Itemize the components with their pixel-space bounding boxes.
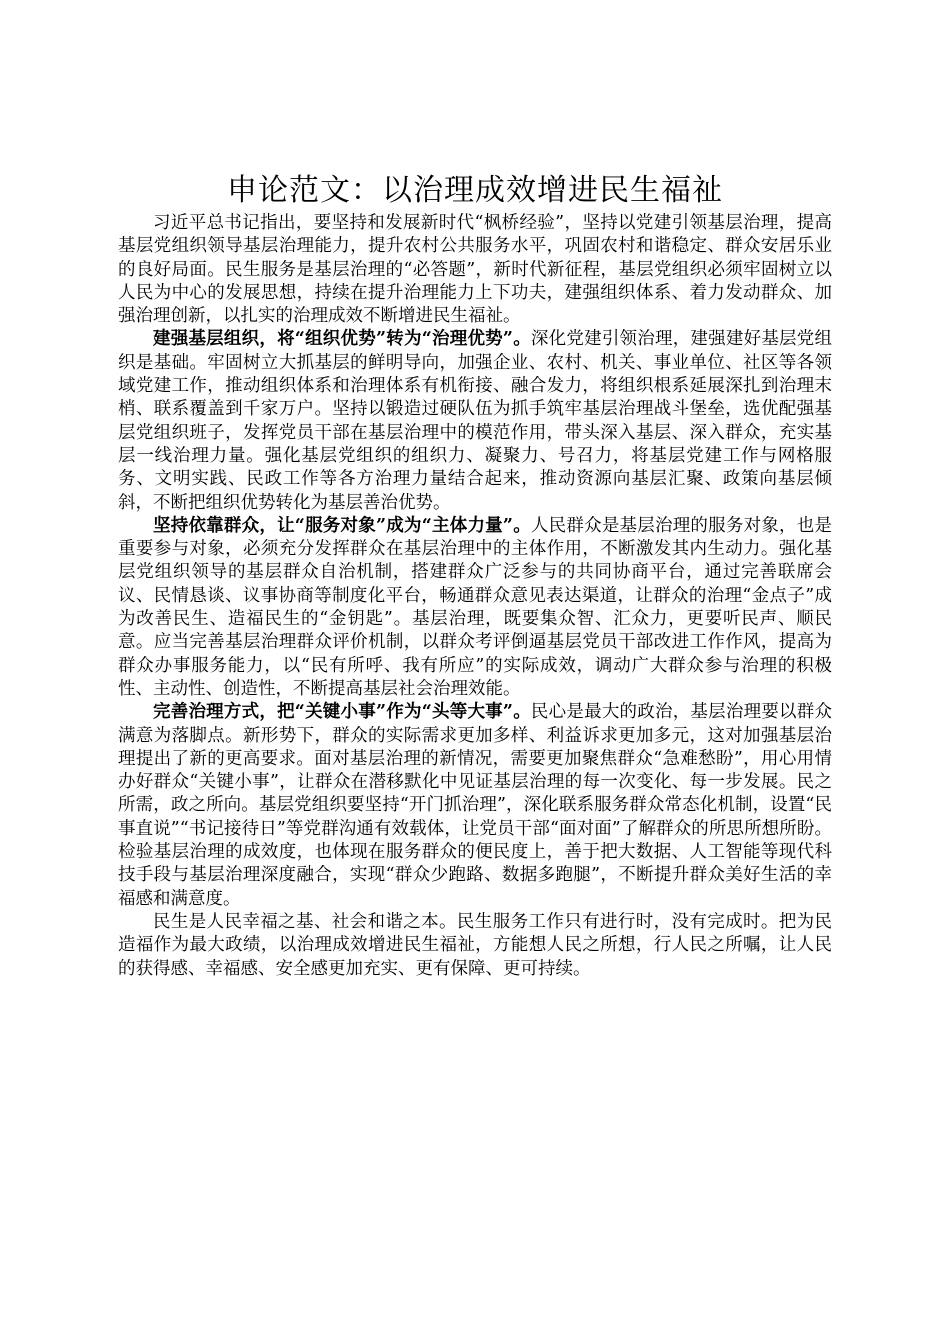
paragraph-intro [118, 212, 832, 328]
paragraph-organization [118, 328, 832, 514]
paragraph-masses [118, 515, 832, 701]
paragraph-conclusion [118, 911, 832, 981]
paragraph-text: 民生是人民幸福之基、社会和谐之本。民生服务工作只有进行时，没有完成时。把为民造福作为最大政绩，以治理成效增进民生福祉，方能想人民之所想，行人民之所嘱，让人民的获得感、幸福感、安全感更加充实、更有保障、更可持续。 [118, 911, 832, 979]
paragraph-lead: 建强基层组织，将“组织优势”转为“治理优势”。 [153, 329, 531, 350]
document-page [118, 170, 832, 981]
paragraph-text: 民心是最大的政治，基层治理要以群众满意为落脚点。新形势下，群众的实际需求更加多样、利益诉求更加多元，这对加强基层治理提出了新的更高要求。面对基层治理的新情况，需要更加聚焦群众“急难愁盼”，用心用情办好群众“关键小事”，让群众在潜移默化中见证基层治理的每一次变化、每一步发展。民之所需，政之所向。基层党组织要坚持“开门抓治理”，深化联系服务群众常态化机制，设置“民事直说”“书记接待日”等党群沟通有效载体，让党员干部“面对面”了解群众的所思所想所盼。检验基层治理的成效度，也体现在服务群众的便民度上，善于把大数据、人工智能等现代科技手段与基层治理深度融合，实现“群众少跑路、数据多跑腿”，不断提升群众美好生活的幸福感和满意度。 [118, 702, 833, 909]
paragraph-methods [118, 701, 832, 911]
paragraph-text: 深化党建引领治理，建强建好基层党组织是基础。牢固树立大抓基层的鲜明导向，加强企业、农村、机关、事业单位、社区等各领域党建工作，推动组织体系和治理体系有机衔接、融合发力，将组织根系延展深扎到治理末梢、联系覆盖到千家万户。坚持以锻造过硬队伍为抓手筑牢基层治理战斗堡垒，选优配强基层党组织班子，发挥党员干部在基层治理中的模范作用，带头深入基层、深入群众，充实基层一线治理力量。强化基层党组织的组织力、凝聚力、号召力，将基层党建工作与网格服务、文明实践、民政工作等各方治理力量结合起来，推动资源向基层汇聚、政策向基层倾斜，不断把组织优势转化为基层善治优势。 [118, 329, 833, 513]
document-title: 申论范文：以治理成效增进民生福祉 [227, 173, 723, 208]
paragraph-text: 人民群众是基层治理的服务对象，也是重要参与对象，必须充分发挥群众在基层治理中的主体作用，不断激发其内生动力。强化基层党组织领导的基层群众自治机制，搭建群众广泛参与的共同协商平台，通过完善联席会议、民情恳谈、议事协商等制度化平台，畅通群众意见表达渠道，让群众的治理“金点子”成为改善民生、造福民生的“金钥匙”。基层治理，既要集众智、汇众力，更要听民声、顺民意。应当完善基层治理群众评价机制，以群众考评倒逼基层党员干部改进工作作风，提高为群众办事服务能力，以“民有所呼、我有所应”的实际成效，调动广大群众参与治理的积极性、主动性、创造性，不断提高基层社会治理效能。 [118, 515, 833, 699]
paragraph-text: 习近平总书记指出，要坚持和发展新时代“枫桥经验”，坚持以党建引领基层治理，提高基层党组织领导基层治理能力，提升农村公共服务水平，巩固农村和谐稳定、群众安居乐业的良好局面。民生服务是基层治理的“必答题”，新时代新征程，基层党组织必须牢固树立以人民为中心的发展思想，持续在提升治理能力上下功夫，建强组织体系、着力发动群众、加强治理创新，以扎实的治理成效不断增进民生福祉。 [118, 213, 832, 327]
paragraph-lead: 完善治理方式，把“关键小事”作为“头等大事”。 [153, 702, 531, 723]
paragraph-lead: 坚持依靠群众，让“服务对象”成为“主体力量”。 [153, 515, 531, 536]
